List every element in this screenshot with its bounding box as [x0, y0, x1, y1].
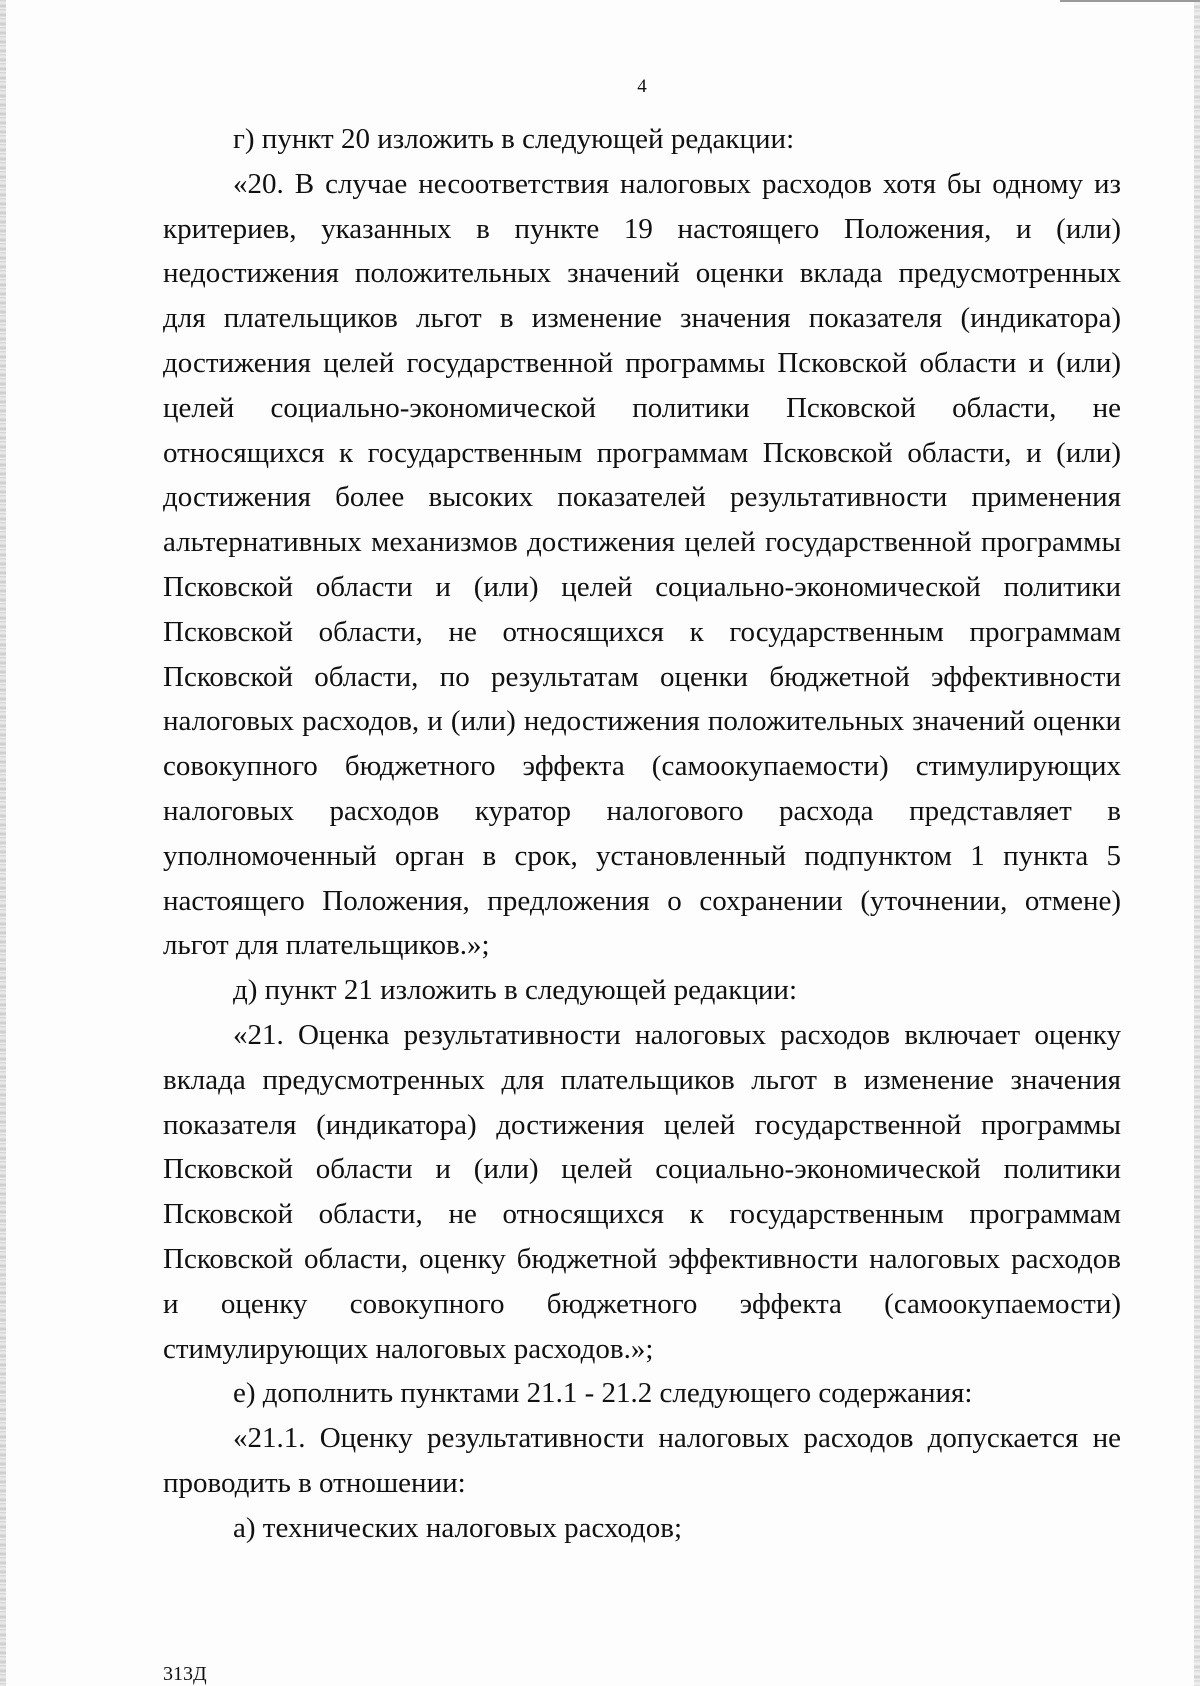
scan-edge-right	[1194, 0, 1200, 1686]
scan-edge-top	[1060, 0, 1200, 2]
paragraph-subitem-a: а) технических налоговых расходов;	[233, 1511, 683, 1544]
paragraph-item-e: е) дополнить пунктами 21.1 - 21.2 следующего содержания:	[233, 1377, 973, 1410]
paragraph-clause-21-1: «21.1. Оценку результативности налоговых расходов допускается не проводить в отношении:	[163, 1422, 1121, 1499]
document-body	[163, 117, 1121, 1551]
paragraph-item-d: д) пункт 21 изложить в следующей редакции:	[233, 974, 797, 1007]
scan-edge-left	[0, 0, 6, 1686]
footer-code: 313Д	[163, 1663, 207, 1685]
paragraph-clause-21: «21. Оценка результативности налоговых расходов включает оценку вклада предусмотренных для плательщиков льгот в изменение значения показателя (индикатора) достижения целей государственной программы Псковской области и (или) целей социально-экономической политики Псковской области, не относящихся к государственным программам Псковской области, оценку бюджетной эффективности налоговых расходов и оценку совокупного бюджетного эффекта (самоокупаемости) стимулирующих налоговых расходов.»;	[163, 1018, 1121, 1365]
page-number: 4	[637, 76, 647, 97]
paragraph-clause-20: «20. В случае несоответствия налоговых расходов хотя бы одному из критериев, указанных в пункте 19 настоящего Положения, и (или) недостижения положительных значений оценки вклада предусмотренных для плательщиков льгот в изменение значения показателя (индикатора) достижения целей государственной программы Псковской области и (или) целей социально-экономической политики Псковской области, не относящихся к государственным программам Псковской области, и (или) достижения более высоких показателей результативности применения альтернативных механизмов достижения целей государственной программы Псковской области и (или) целей социально-экономической политики Псковской области, не относящихся к государственным программам Псковской области, по результатам оценки бюджетной эффективности налоговых расходов, и (или) недостижения положительных значений оценки совокупного бюджетного эффекта (самоокупаемости) стимулирующих налоговых расходов куратор налогового расхода представляет в уполномоченный орган в срок, установленный подпунктом 1 пункта 5 настоящего Положения, предложения о сохранении (уточнении, отмене) льгот для плательщиков.»;	[163, 167, 1121, 962]
paragraph-item-g: г) пункт 20 изложить в следующей редакции:	[233, 123, 795, 155]
